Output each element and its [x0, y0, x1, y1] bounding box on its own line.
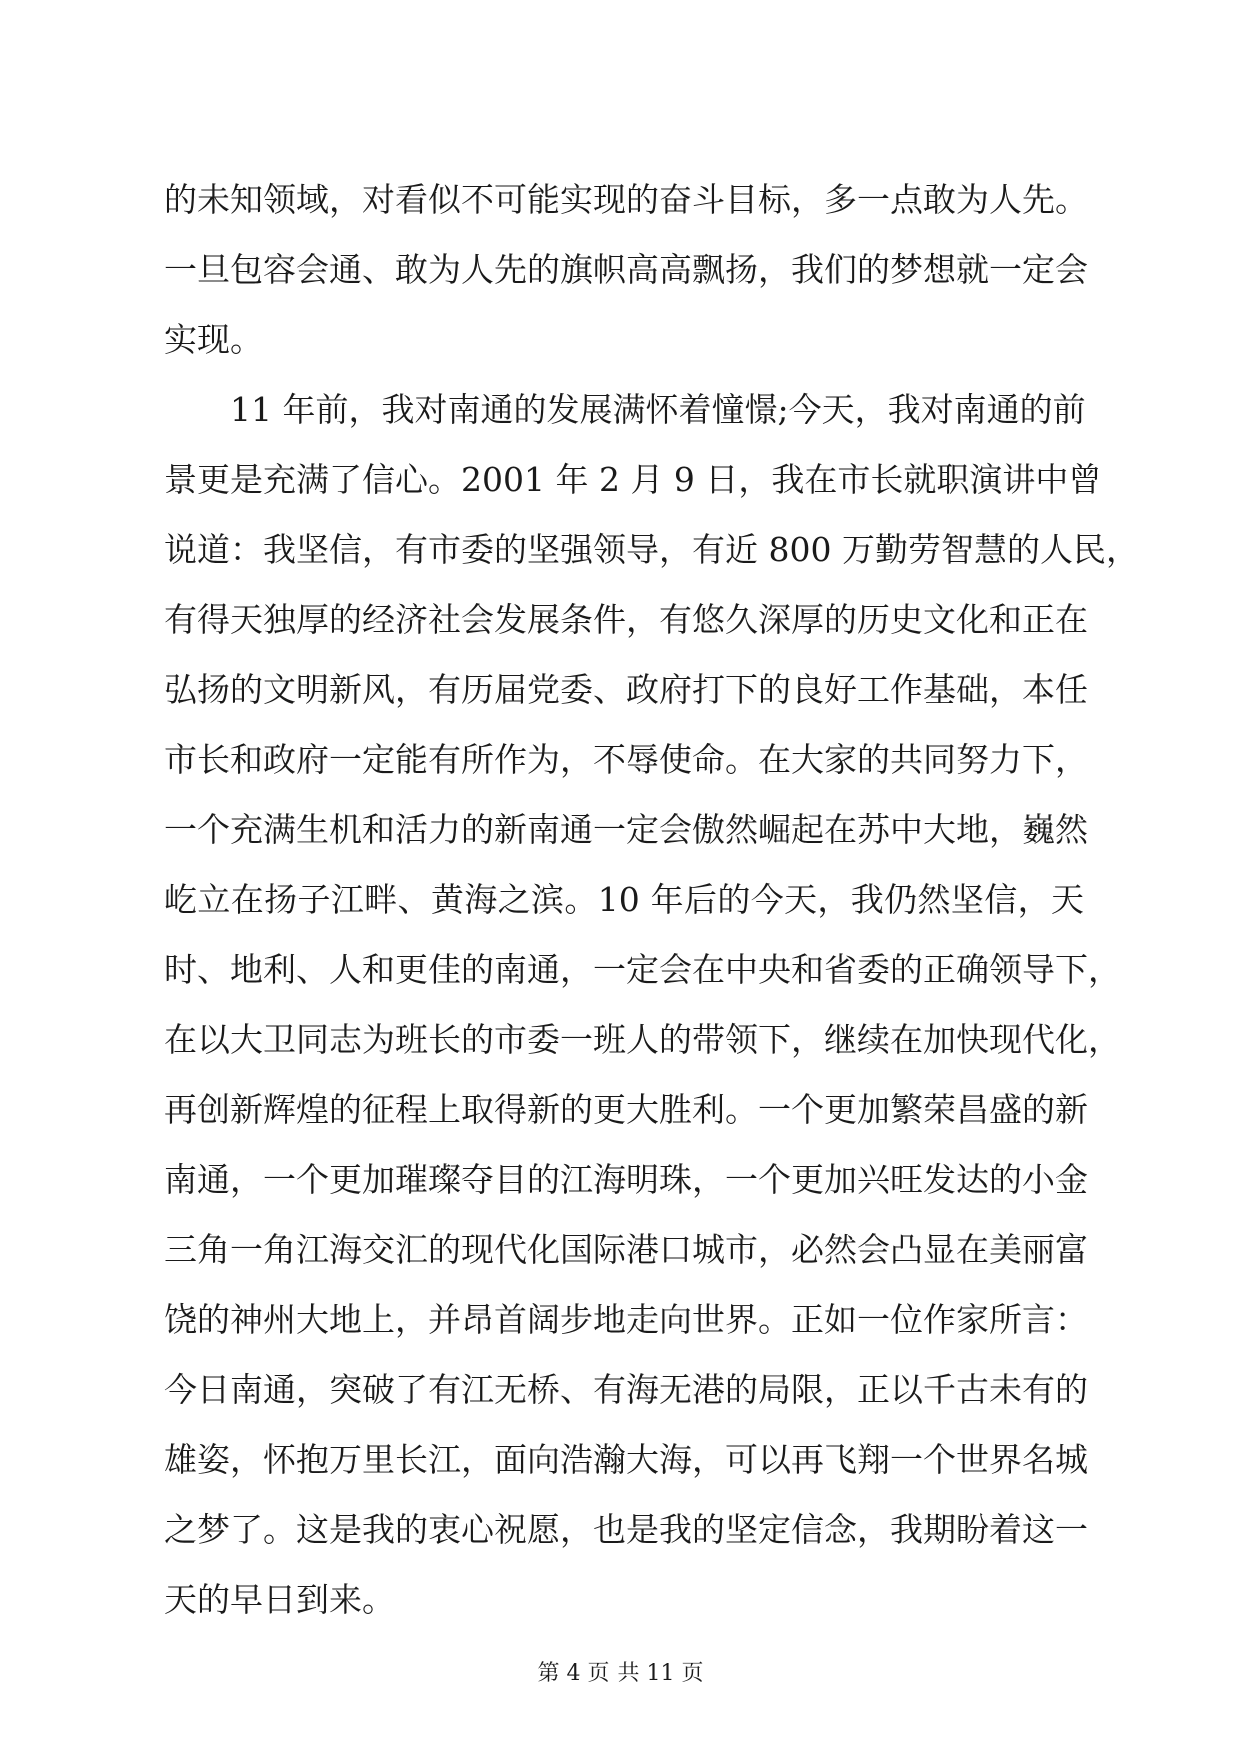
text-line: 之梦了。这是我的衷心祝愿，也是我的坚定信念，我期盼着这一 — [164, 1510, 1088, 1549]
text-line: 时、地利、人和更佳的南通，一定会在中央和省委的正确领导下， — [164, 950, 1121, 989]
text-line: 今日南通，突破了有江无桥、有海无港的局限，正以千古未有的 — [164, 1370, 1088, 1409]
text-line: 景更是充满了信心。2001 年 2 月 9 日，我在市长就职演讲中曾 — [164, 460, 1102, 499]
text-line: 市长和政府一定能有所作为，不辱使命。在大家的共同努力下， — [164, 740, 1088, 779]
text-line: 雄姿，怀抱万里长江，面向浩瀚大海，可以再飞翔一个世界名城 — [164, 1440, 1088, 1479]
text-line: 实现。 — [164, 320, 263, 359]
text-line: 一旦包容会通、敢为人先的旗帜高高飘扬，我们的梦想就一定会 — [164, 250, 1088, 289]
text-line: 弘扬的文明新风，有历届党委、政府打下的良好工作基础，本任 — [164, 670, 1088, 709]
text-line: 南通，一个更加璀璨夺目的江海明珠，一个更加兴旺发达的小金 — [164, 1160, 1088, 1199]
text-line: 屹立在扬子江畔、黄海之滨。10 年后的今天，我仍然坚信，天 — [164, 880, 1084, 919]
page-number: 第 4 页 — [537, 1661, 610, 1686]
text-line: 在以大卫同志为班长的市委一班人的带领下，继续在加快现代化， — [164, 1020, 1121, 1059]
page-footer — [0, 1660, 1241, 1688]
text-line: 有得天独厚的经济社会发展条件，有悠久深厚的历史文化和正在 — [164, 600, 1088, 639]
text-line: 一个充满生机和活力的新南通一定会傲然崛起在苏中大地，巍然 — [164, 810, 1088, 849]
text-line: 天的早日到来。 — [164, 1580, 395, 1619]
text-line: 饶的神州大地上，并昂首阔步地走向世界。正如一位作家所言： — [164, 1300, 1088, 1339]
text-line: 说道：我坚信，有市委的坚强领导，有近 800 万勤劳智慧的人民， — [164, 530, 1139, 569]
page-total: 共 11 页 — [617, 1661, 704, 1686]
text-line: 再创新辉煌的征程上取得新的更大胜利。一个更加繁荣昌盛的新 — [164, 1090, 1088, 1129]
text-line: 的未知领域，对看似不可能实现的奋斗目标，多一点敢为人先。 — [164, 180, 1088, 219]
text-line: 三角一角江海交汇的现代化国际港口城市，必然会凸显在美丽富 — [164, 1230, 1088, 1269]
paragraph-first-line: 11 年前，我对南通的发展满怀着憧憬;今天，我对南通的前 — [230, 390, 1086, 429]
